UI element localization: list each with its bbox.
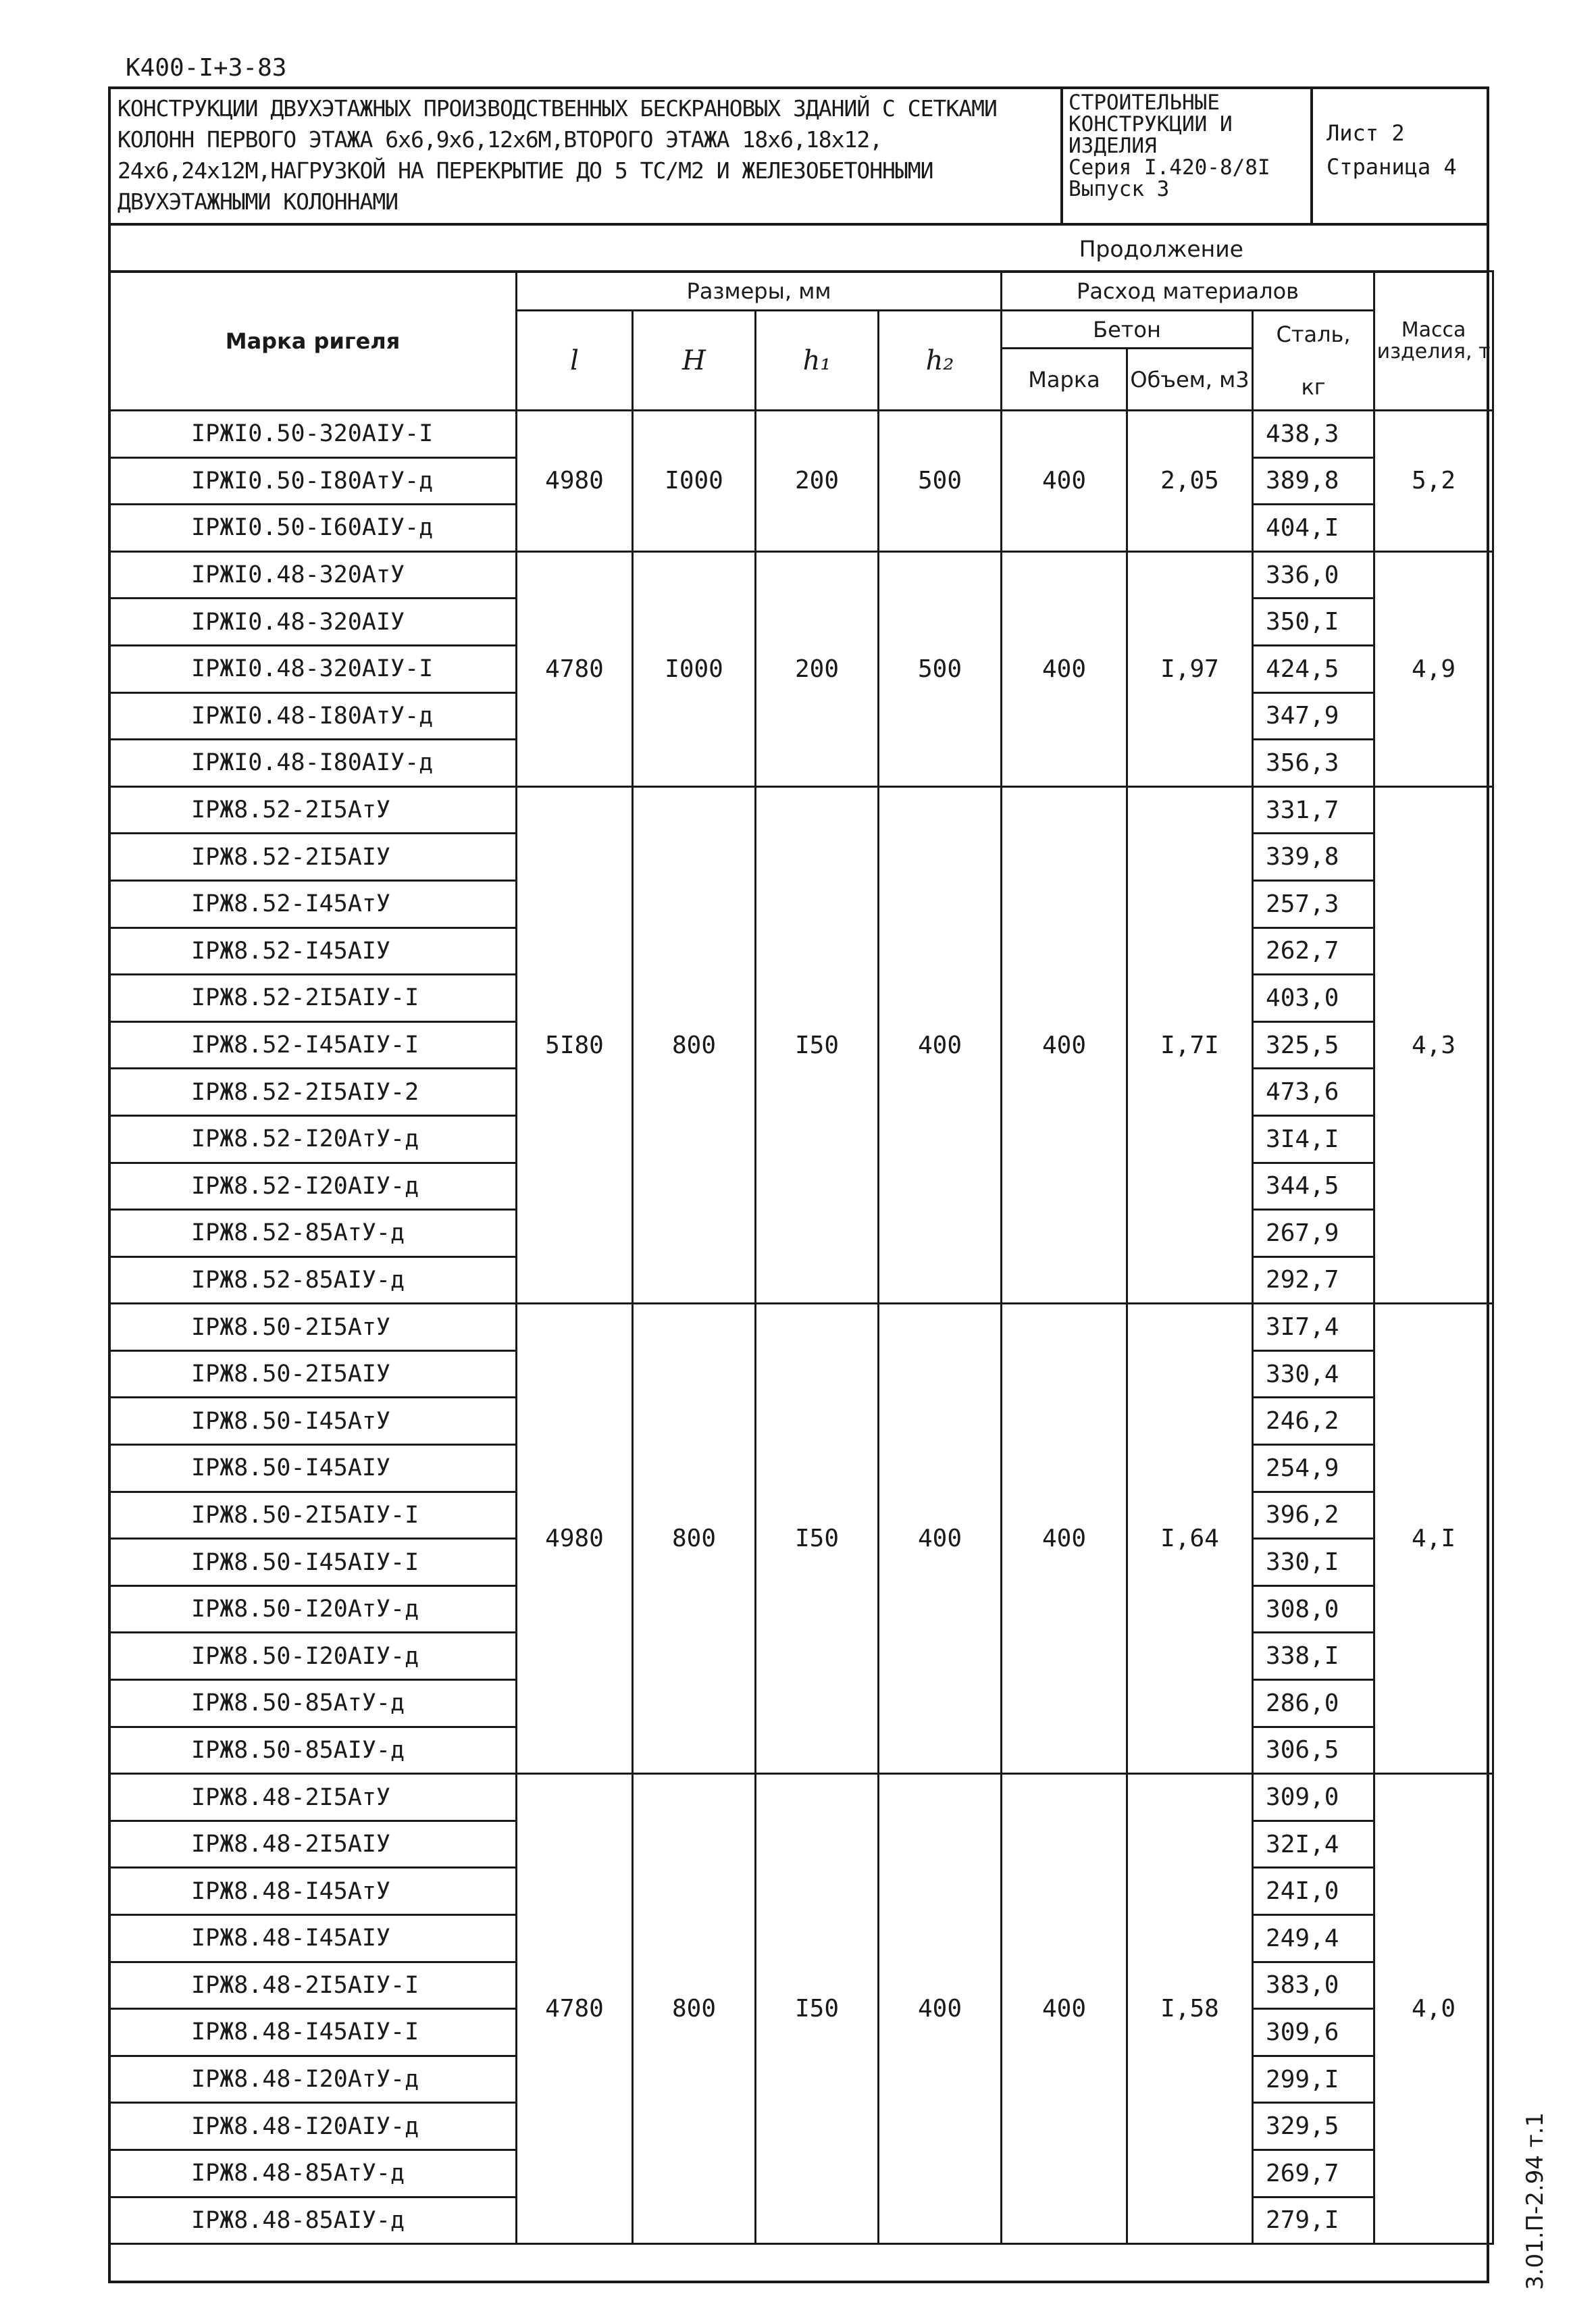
document-title: КОНСТРУКЦИИ ДВУХЭТАЖНЫХ ПРОИЗВОДСТВЕННЫХ БЕСКРАНОВЫХ ЗДАНИЙ С СЕТКАМИ КОЛОНН ПЕРВОГО ЭТАЖА 6х6,9х6,12х6М,ВТОРОГО ЭТАЖА 18х6,18х12, 24х6,24х12М,НАГРУЗКОЙ НА ПЕРЕКРЫТИЕ ДО 5 ТС/М2 И ЖЕЛЕЗОБЕТОННЫМИ ДВУХЭТАЖНЫМИ КОЛОННАМИ — [111, 89, 1063, 223]
concrete-volume: 2,05 — [1127, 411, 1253, 552]
beam-mark: IPЖI0.48-320AIУ — [109, 599, 517, 646]
concrete-volume: I,64 — [1127, 1304, 1253, 1774]
sheet-block — [1313, 89, 1487, 223]
beam-mark: IPЖ8.48-85AIУ-д — [109, 2197, 517, 2244]
dim-h2: 400 — [879, 786, 1002, 1304]
header-mark: Марка ригеля — [109, 272, 517, 411]
concrete-volume: I,58 — [1127, 1774, 1253, 2244]
beam-mark: IPЖ8.48-I20AIУ-д — [109, 2103, 517, 2150]
steel-kg: 24I,0 — [1253, 1868, 1374, 1915]
dim-H: 800 — [633, 1304, 756, 1774]
continuation-label: Продолжение — [111, 226, 1487, 273]
dim-h1: I50 — [756, 786, 879, 1304]
steel-kg: 350,I — [1253, 599, 1374, 646]
beam-mark: IPЖ8.50-I20AтУ-д — [109, 1585, 517, 1633]
header-materials: Расход материалов — [1002, 272, 1374, 311]
header-steel-unit: кг — [1301, 374, 1326, 400]
mass-t: 4,3 — [1374, 786, 1493, 1304]
steel-kg: 325,5 — [1253, 1021, 1374, 1069]
steel-kg: 32I,4 — [1253, 1821, 1374, 1868]
beam-mark: IPЖ8.50-85AтУ-д — [109, 1680, 517, 1727]
beam-mark: IPЖI0.50-I60AIУ-д — [109, 505, 517, 552]
steel-kg: 257,3 — [1253, 880, 1374, 927]
steel-kg: 383,0 — [1253, 1962, 1374, 2009]
beam-mark: IPЖ8.50-2I5AтУ — [109, 1304, 517, 1351]
steel-kg: 279,I — [1253, 2197, 1374, 2244]
beam-mark: IPЖ8.50-I45AIУ-I — [109, 1539, 517, 1586]
beam-mark: IPЖ8.48-I45AтУ — [109, 1868, 517, 1915]
dim-H: I000 — [633, 411, 756, 552]
table-row — [109, 1304, 1493, 1351]
header-H: H — [633, 311, 756, 411]
series-line: СТРОИТЕЛЬНЫЕ — [1069, 91, 1220, 115]
dim-l: 4980 — [517, 411, 633, 552]
header-volume: Объем, м3 — [1127, 349, 1253, 411]
series-line: Выпуск 3 — [1069, 177, 1170, 201]
beam-mark: IPЖI0.48-I80AтУ-д — [109, 692, 517, 740]
table-body — [109, 411, 1493, 2244]
dim-H: 800 — [633, 1774, 756, 2244]
steel-kg: 269,7 — [1253, 2150, 1374, 2197]
title-block — [108, 86, 1489, 226]
steel-kg: 309,6 — [1253, 2009, 1374, 2056]
series-block — [1063, 89, 1313, 223]
beam-mark: IPЖI0.48-I80AIУ-д — [109, 740, 517, 787]
mass-t: 4,0 — [1374, 1774, 1493, 2244]
steel-kg: 403,0 — [1253, 975, 1374, 1022]
beam-mark: IPЖ8.50-2I5AIУ — [109, 1350, 517, 1398]
dim-h2: 500 — [879, 411, 1002, 552]
beam-mark: IPЖ8.52-I45AIУ — [109, 927, 517, 975]
steel-kg: 356,3 — [1253, 740, 1374, 787]
dim-h1: I50 — [756, 1774, 879, 2244]
steel-kg: 404,I — [1253, 505, 1374, 552]
table-row — [109, 551, 1493, 599]
beam-mark: IPЖI0.50-320AIУ-I — [109, 411, 517, 458]
dim-l: 4980 — [517, 1304, 633, 1774]
beam-mark: IPЖI0.48-320AтУ — [109, 551, 517, 599]
header-l: l — [517, 311, 633, 411]
beam-mark: IPЖ8.52-2I5AIУ — [109, 834, 517, 881]
beam-mark: IPЖ8.52-I20AтУ-д — [109, 1115, 517, 1163]
beam-table — [108, 270, 1494, 2245]
beam-mark: IPЖ8.48-I20AтУ-д — [109, 2056, 517, 2103]
steel-kg: 246,2 — [1253, 1398, 1374, 1445]
table-row — [109, 786, 1493, 834]
document-code: К400-I+3-83 — [126, 54, 287, 82]
series-line: ИЗДЕЛИЯ — [1069, 134, 1157, 158]
concrete-mark: 400 — [1002, 1774, 1127, 2244]
mass-t: 4,9 — [1374, 551, 1493, 786]
steel-kg: 473,6 — [1253, 1069, 1374, 1116]
beam-mark: IPЖ8.48-2I5AIУ-I — [109, 1962, 517, 2009]
beam-mark: IPЖ8.52-85AтУ-д — [109, 1210, 517, 1257]
dim-h2: 400 — [879, 1774, 1002, 2244]
header-steel-label: Сталь, — [1276, 321, 1351, 347]
steel-kg: 308,0 — [1253, 1585, 1374, 1633]
beam-mark: IPЖ8.52-I45AтУ — [109, 880, 517, 927]
beam-mark: IPЖ8.48-I45AIУ-I — [109, 2009, 517, 2056]
series-line: КОНСТРУКЦИИ И — [1069, 112, 1233, 136]
steel-kg: 424,5 — [1253, 645, 1374, 692]
dim-h1: 200 — [756, 551, 879, 786]
dim-l: 4780 — [517, 551, 633, 786]
sheet-number: Лист 2 — [1327, 120, 1405, 146]
dim-H: 800 — [633, 786, 756, 1304]
steel-kg: 338,I — [1253, 1633, 1374, 1680]
dim-H: I000 — [633, 551, 756, 786]
steel-kg: 267,9 — [1253, 1210, 1374, 1257]
side-code: 3.01.П-2.94 т.1 — [1522, 2112, 1549, 2290]
steel-kg: 262,7 — [1253, 927, 1374, 975]
beam-mark: IPЖ8.52-I45AIУ-I — [109, 1021, 517, 1069]
header-mass: Масса изделия, т — [1374, 272, 1493, 411]
series-line: Серия I.420-8/8I — [1069, 155, 1270, 180]
steel-kg: 306,5 — [1253, 1727, 1374, 1774]
concrete-mark: 400 — [1002, 551, 1127, 786]
beam-mark: IPЖI0.48-320AIУ-I — [109, 645, 517, 692]
steel-kg: 331,7 — [1253, 786, 1374, 834]
dim-h2: 400 — [879, 1304, 1002, 1774]
steel-kg: 330,I — [1253, 1539, 1374, 1586]
mass-t: 5,2 — [1374, 411, 1493, 552]
steel-kg: 347,9 — [1253, 692, 1374, 740]
beam-mark: IPЖ8.48-2I5AIУ — [109, 1821, 517, 1868]
steel-kg: 3I7,4 — [1253, 1304, 1374, 1351]
beam-mark: IPЖ8.50-I45AIУ — [109, 1445, 517, 1492]
steel-kg: 330,4 — [1253, 1350, 1374, 1398]
table-row — [109, 411, 1493, 458]
header-h2: h₂ — [879, 311, 1002, 411]
steel-kg: 336,0 — [1253, 551, 1374, 599]
steel-kg: 3I4,I — [1253, 1115, 1374, 1163]
beam-mark: IPЖ8.52-2I5AтУ — [109, 786, 517, 834]
beam-mark: IPЖI0.50-I80AтУ-д — [109, 457, 517, 505]
dim-l: 5I80 — [517, 786, 633, 1304]
header-concrete: Бетон — [1002, 311, 1253, 349]
dim-h1: 200 — [756, 411, 879, 552]
steel-kg: 292,7 — [1253, 1256, 1374, 1304]
steel-kg: 339,8 — [1253, 834, 1374, 881]
steel-kg: 344,5 — [1253, 1163, 1374, 1210]
concrete-mark: 400 — [1002, 411, 1127, 552]
steel-kg: 299,I — [1253, 2056, 1374, 2103]
concrete-volume: I,7I — [1127, 786, 1253, 1304]
beam-mark: IPЖ8.48-2I5AтУ — [109, 1774, 517, 1821]
dim-h1: I50 — [756, 1304, 879, 1774]
concrete-mark: 400 — [1002, 1304, 1127, 1774]
header-concrete-mark: Марка — [1002, 349, 1127, 411]
beam-mark: IPЖ8.48-I45AIУ — [109, 1915, 517, 1962]
mass-t: 4,I — [1374, 1304, 1493, 1774]
header-h1: h₁ — [756, 311, 879, 411]
page-number: Страница 4 — [1327, 154, 1457, 180]
beam-mark: IPЖ8.48-85AтУ-д — [109, 2150, 517, 2197]
beam-mark: IPЖ8.52-85AIУ-д — [109, 1256, 517, 1304]
table-row — [109, 1774, 1493, 1821]
steel-kg: 396,2 — [1253, 1492, 1374, 1539]
beam-mark: IPЖ8.52-2I5AIУ-2 — [109, 1069, 517, 1116]
beam-mark: IPЖ8.50-I20AIУ-д — [109, 1633, 517, 1680]
header-sizes: Размеры, мм — [517, 272, 1002, 311]
steel-kg: 309,0 — [1253, 1774, 1374, 1821]
concrete-mark: 400 — [1002, 786, 1127, 1304]
header-steel — [1253, 311, 1374, 411]
beam-mark: IPЖ8.50-2I5AIУ-I — [109, 1492, 517, 1539]
steel-kg: 389,8 — [1253, 457, 1374, 505]
beam-mark: IPЖ8.50-85AIУ-д — [109, 1727, 517, 1774]
table-frame — [108, 226, 1489, 2283]
dim-h2: 500 — [879, 551, 1002, 786]
steel-kg: 249,4 — [1253, 1915, 1374, 1962]
dim-l: 4780 — [517, 1774, 633, 2244]
beam-mark: IPЖ8.52-2I5AIУ-I — [109, 975, 517, 1022]
beam-mark: IPЖ8.50-I45AтУ — [109, 1398, 517, 1445]
concrete-volume: I,97 — [1127, 551, 1253, 786]
beam-mark: IPЖ8.52-I20AIУ-д — [109, 1163, 517, 1210]
steel-kg: 286,0 — [1253, 1680, 1374, 1727]
steel-kg: 329,5 — [1253, 2103, 1374, 2150]
steel-kg: 438,3 — [1253, 411, 1374, 458]
steel-kg: 254,9 — [1253, 1445, 1374, 1492]
